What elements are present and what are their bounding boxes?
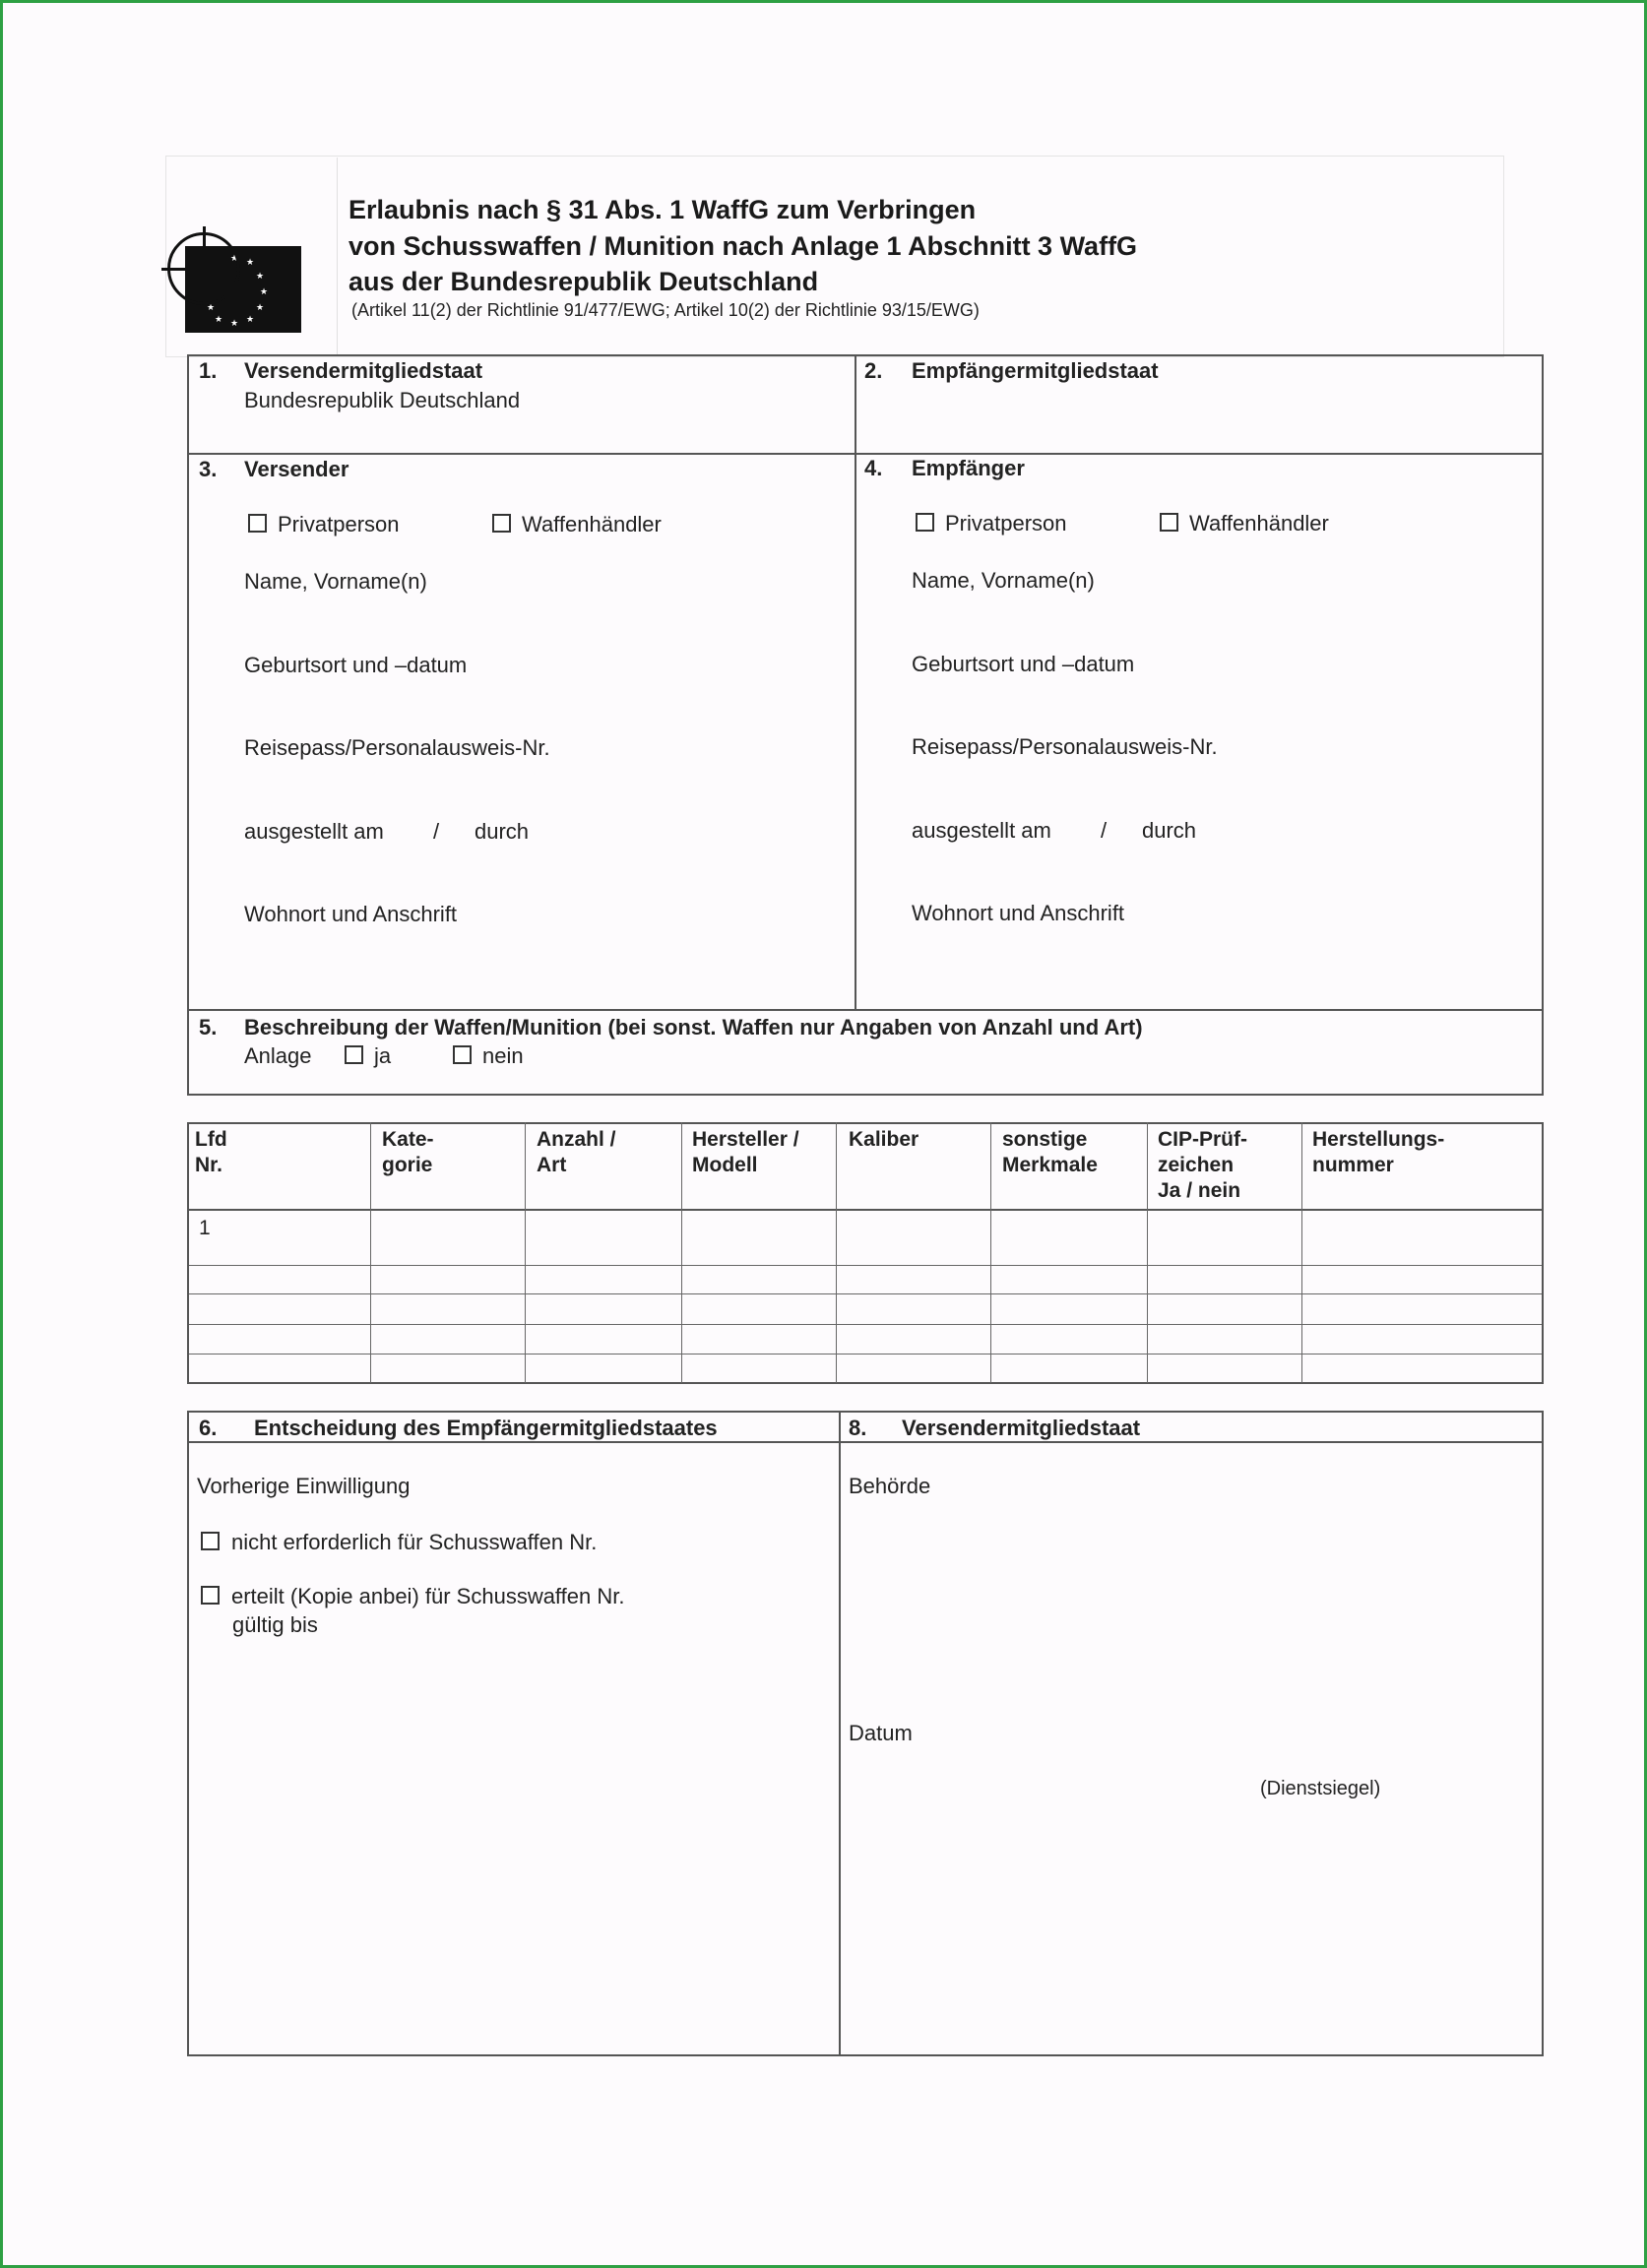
header-line: sonstige <box>1002 1128 1088 1151</box>
seal-label: (Dienstsiegel) <box>1260 1778 1381 1799</box>
recipient-name-label: Name, Vorname(n) <box>912 568 1095 593</box>
table-header-kategorie <box>382 1127 434 1178</box>
sender-private-checkbox[interactable] <box>248 514 267 533</box>
table-row-divider <box>187 1293 1544 1294</box>
sender-address-label: Wohnort und Anschrift <box>244 902 458 926</box>
recipient-private-checkbox[interactable] <box>916 513 934 532</box>
form-subtitle: (Artikel 11(2) der Richtlinie 91/477/EWG; Artikel 10(2) der Richtlinie 93/15/EWG) <box>351 300 980 320</box>
table-header-divider <box>187 1209 1544 1211</box>
table-column-border <box>990 1122 991 1383</box>
recipient-address-label: Wohnort und Anschrift <box>912 901 1125 925</box>
attachment-label: Anlage <box>244 1043 312 1068</box>
header-line: CIP-Prüf- <box>1158 1128 1247 1151</box>
table-header-anzahl-art <box>537 1127 616 1178</box>
not-required-checkbox[interactable] <box>201 1532 220 1550</box>
section5-number: 5. <box>199 1015 218 1040</box>
header-line: Kate- <box>382 1128 434 1151</box>
decision-box-right <box>1542 1411 1544 2055</box>
table-bottom-border <box>187 1382 1544 1384</box>
header-line: Nr. <box>195 1154 223 1176</box>
star-icon: ★ <box>215 314 223 324</box>
sender-passport-label: Reisepass/Personalausweis-Nr. <box>244 735 550 760</box>
star-icon: ★ <box>246 314 255 324</box>
sender-dealer-label: Waffenhändler <box>522 512 662 536</box>
header-line: Herstellungs- <box>1312 1128 1445 1151</box>
decision-box-bottom <box>187 2054 1544 2056</box>
section1-title: Versendermitgliedstaat <box>244 358 483 383</box>
decision-box-divider <box>839 1411 841 2055</box>
header-line: Merkmale <box>1002 1154 1098 1176</box>
section8-number: 8. <box>849 1416 867 1440</box>
star-icon: ★ <box>256 302 265 312</box>
consent-label: Vorherige Einwilligung <box>197 1474 411 1498</box>
sender-issued-label: ausgestellt am <box>244 819 384 844</box>
form-title-line3: aus der Bundesrepublik Deutschland <box>348 267 819 296</box>
section3-title: Versender <box>244 457 349 481</box>
table-row-divider <box>187 1265 1544 1266</box>
section1-number: 1. <box>199 358 218 383</box>
section8-title: Versendermitgliedstaat <box>902 1416 1141 1440</box>
section4-number: 4. <box>864 456 883 480</box>
sender-issued-separator: / <box>433 819 440 844</box>
row-divider-2 <box>187 1009 1544 1011</box>
sender-dealer-checkbox[interactable] <box>492 514 511 533</box>
star-icon: ★ <box>230 318 239 328</box>
valid-until-label: gültig bis <box>232 1612 318 1637</box>
table-header-sonstige-merkmale <box>1002 1127 1098 1178</box>
table-column-border <box>1301 1122 1302 1383</box>
box-bottom-border <box>187 1094 1544 1096</box>
section3-number: 3. <box>199 457 218 481</box>
section2-number: 2. <box>864 358 883 383</box>
sender-name-label: Name, Vorname(n) <box>244 569 427 594</box>
table-header-hersteller-modell <box>692 1127 799 1178</box>
section2-title: Empfängermitgliedstaat <box>912 358 1159 383</box>
row-divider-1 <box>187 453 1544 455</box>
recipient-dealer-checkbox[interactable] <box>1160 513 1178 532</box>
section5-title: Beschreibung der Waffen/Munition (bei sonst. Waffen nur Angaben von Anzahl und Art) <box>244 1015 1143 1040</box>
attachment-no-checkbox[interactable] <box>453 1045 472 1064</box>
sender-birth-label: Geburtsort und –datum <box>244 653 468 677</box>
attachment-no-label: nein <box>482 1043 524 1068</box>
granted-label: erteilt (Kopie anbei) für Schusswaffen Nr. <box>231 1584 625 1608</box>
table-header-kaliber <box>849 1127 919 1153</box>
attachment-yes-checkbox[interactable] <box>345 1045 363 1064</box>
star-icon: ★ <box>230 253 239 263</box>
sender-issued-by-label: durch <box>475 819 530 844</box>
table-column-border <box>525 1122 526 1383</box>
recipient-issued-by-label: durch <box>1142 818 1197 843</box>
recipient-private-label: Privatperson <box>945 511 1067 536</box>
header-line: Kaliber <box>849 1128 919 1151</box>
recipient-passport-label: Reisepass/Personalausweis-Nr. <box>912 734 1218 759</box>
table-header-lfd-nr <box>195 1127 227 1178</box>
table-column-border <box>370 1122 371 1383</box>
recipient-dealer-label: Waffenhändler <box>1189 511 1329 536</box>
table-column-border <box>681 1122 682 1383</box>
section6-number: 6. <box>199 1416 218 1440</box>
table-column-border <box>1542 1122 1544 1383</box>
form-title-line2: von Schusswaffen / Munition nach Anlage 1 Abschnitt 3 WaffG <box>348 231 1138 261</box>
section4-title: Empfänger <box>912 456 1025 480</box>
header-divider <box>337 158 338 354</box>
table-top-border <box>187 1122 1544 1124</box>
granted-checkbox[interactable] <box>201 1586 220 1605</box>
table-header-cip-pruefzeichen <box>1158 1127 1247 1204</box>
date-label: Datum <box>849 1721 913 1745</box>
section1-value: Bundesrepublik Deutschland <box>244 388 521 412</box>
table-row-divider <box>187 1324 1544 1325</box>
box-right-border <box>1542 354 1544 1095</box>
table-row-number: 1 <box>199 1217 211 1239</box>
crosshair-vertical <box>203 226 206 311</box>
header-line: nummer <box>1312 1154 1394 1176</box>
recipient-issued-separator: / <box>1101 818 1108 843</box>
header-line: Anzahl / <box>537 1128 616 1151</box>
table-header-herstellungsnummer <box>1312 1127 1444 1178</box>
star-icon: ★ <box>246 257 255 267</box>
authority-label: Behörde <box>849 1474 931 1498</box>
section6-title: Entscheidung des Empfängermitgliedstaates <box>254 1416 718 1440</box>
star-icon: ★ <box>207 302 216 312</box>
header-line: Ja / nein <box>1158 1179 1241 1202</box>
star-icon: ★ <box>256 271 265 281</box>
table-column-border <box>187 1122 189 1383</box>
sender-private-label: Privatperson <box>278 512 400 536</box>
header-line: Modell <box>692 1154 758 1176</box>
decision-box-left <box>187 1411 189 2055</box>
table-column-border <box>836 1122 837 1383</box>
table-column-border <box>1147 1122 1148 1383</box>
recipient-issued-label: ausgestellt am <box>912 818 1051 843</box>
column-divider <box>855 354 856 1010</box>
header-line: Hersteller / <box>692 1128 799 1151</box>
recipient-birth-label: Geburtsort und –datum <box>912 652 1135 676</box>
header-line: Lfd <box>195 1128 227 1151</box>
decision-box-top <box>187 1411 1544 1413</box>
attachment-yes-label: ja <box>374 1043 392 1068</box>
header-line: zeichen <box>1158 1154 1235 1176</box>
box-left-border <box>187 354 189 1095</box>
header-line: Art <box>537 1154 567 1176</box>
star-icon: ★ <box>260 286 269 296</box>
header-line: gorie <box>382 1154 433 1176</box>
box-top-border <box>187 354 1544 356</box>
form-title-line1: Erlaubnis nach § 31 Abs. 1 WaffG zum Verbringen <box>348 195 977 224</box>
not-required-label: nicht erforderlich für Schusswaffen Nr. <box>231 1530 598 1554</box>
decision-box-header-divider <box>187 1441 1544 1443</box>
